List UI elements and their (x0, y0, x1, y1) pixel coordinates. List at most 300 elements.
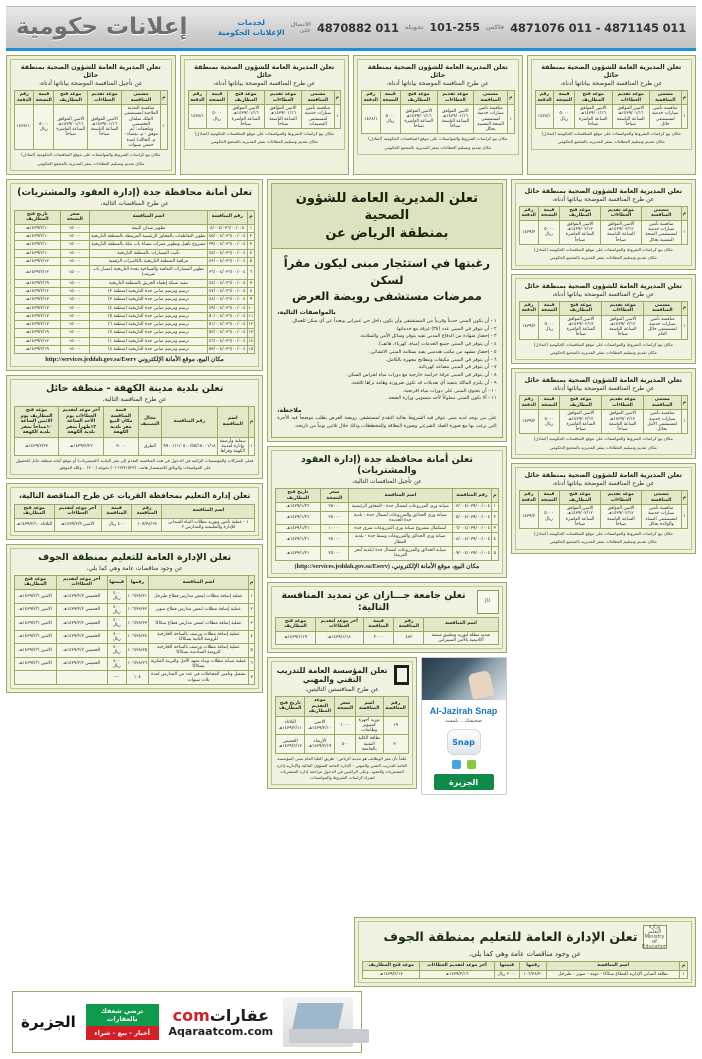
table-row (15, 657, 255, 671)
spec-item: ٤ - أن يتوفر في المبنى جميع الخدمات (مياه، كهرباء، هاتف). (377, 342, 497, 348)
tender-panel-title: تعلن المديرية العامة للشؤون الصحية بمنطقة حائل (367, 63, 508, 79)
aljazirah-snap-ad[interactable] (421, 657, 507, 795)
jeddah-delay-panel (267, 446, 506, 578)
table-cell: ١٠٦/٣٨/٣٣ (126, 617, 148, 631)
spec-item: ٦ - أن يتوفر في المبنى مكيفات ومطابخ مجهزة بالكامل. (385, 357, 497, 363)
table-cell: ترميم وترميم مباني جدة التاريخية (منطقة ٢) (89, 287, 207, 295)
table-header-row (519, 491, 687, 505)
column-header: اسم المنافسة (217, 407, 248, 438)
column-header: موعد تقديم العطاءات (602, 301, 644, 315)
table-cell: ١٤ (248, 338, 254, 344)
table-cell: ١ (681, 410, 687, 434)
table-cell: ١٥٠٠٠ (60, 321, 89, 329)
column-header: رقم الدفعة (188, 91, 207, 105)
table-cell: الاثنين الموافق ١٤٣٩/٠١/١٦هـ الساعة العاشرة صباحاً (401, 105, 438, 134)
table-row (15, 321, 255, 329)
table-cell: منافسة تأمين سيارات خدمية لمستشفى الأمل بحائل (643, 410, 681, 434)
kafah-subtitle: عن طرح المنافسة التالية، (102, 396, 167, 404)
table-cell: الأربعاء ١٤٣٩/٢/١٩هـ (305, 735, 335, 754)
table-cell: ٦ (248, 657, 254, 671)
table-header-row (15, 575, 255, 589)
table-cell: ١٤٣٩/٢/١٧هـ (15, 304, 61, 312)
table-cell: مراقبة المنطقة التاريخية بالكاميرات الرقمية (89, 257, 207, 265)
table-cell: تطوير المسارات الثقافية والسياحية بجدة التاريخية (مسار باب شريف) (89, 266, 207, 280)
column-header: م (492, 489, 498, 503)
internal-value: 101-255 (429, 21, 480, 34)
table-cell: ٤٠٠ ريال (107, 603, 126, 617)
table-cell: ٣ (248, 617, 254, 631)
table-row (276, 631, 498, 645)
column-header: مسمى المنافسة (121, 91, 160, 105)
table-cell: ١٤٣٩/٢/١٢هـ (15, 287, 61, 295)
tender-table (519, 301, 688, 340)
tender-panel (511, 463, 696, 554)
table-cell: ١٩ (383, 716, 408, 735)
qurayyat-title: تعلن إدارة التعليم بمحافظة القريات عن طرح المناقصة التالية، (19, 491, 251, 501)
table-cell: ٤٤/٠٠٤/٠٣٦/٠٠/٠٠٤ (208, 250, 246, 256)
table-cell: ١٤٣٩/٢ (519, 505, 538, 529)
table-cell: ٥٠٠٠ ريال (538, 220, 559, 244)
tender-panel-title: تعلن المديرية العامة للشؤون الصحية بمنطقة حائل (20, 63, 161, 79)
table-cell: ٣ (247, 241, 255, 249)
table-cell: ٥٢/٠٠٤/٠٣٦/٠٠/٠٠٤ (208, 330, 246, 336)
table-cell: الاثنين ١٤٣٩/٢/٦هـ (15, 630, 57, 644)
column-header: م (681, 301, 687, 315)
table-cell: الاثنين الموافق ١٤٣٩/٠١/١٦هـ الساعة التاسعة صباحاً (437, 105, 473, 134)
table-cell: عملية إضافة مظلات ورصف بالساحة الخارجية للروضة الثانية بسكاكا (149, 630, 249, 644)
tender-panel (180, 55, 350, 175)
table-header-row (188, 91, 341, 105)
jouf-right-wrapper (354, 917, 696, 987)
tvtc-table (275, 696, 408, 754)
tvtc-inner (271, 661, 412, 785)
table-cell: تطوير ميدان البيعة (89, 224, 207, 232)
column-header: موعد فتح المظاريف (363, 962, 420, 971)
table-cell: الخميس ١٤٣٩/٢/٢هـ (56, 657, 107, 671)
table-row (15, 233, 255, 241)
table-cell: ١ (681, 505, 687, 529)
tender-panel (511, 179, 696, 270)
table-row (15, 329, 255, 337)
table-cell: الطرق (138, 437, 162, 456)
table-row (15, 437, 255, 456)
tvtc-subtitle: عن طرح المنافستين التاليتين، (305, 686, 379, 694)
column-header: موعد تقديم العطاءات (88, 91, 122, 105)
aqaraat-url[interactable]: Aqaraatcom.com (168, 1025, 274, 1038)
table-cell: ٠٦/٠٠٤/٠٣٩/٠٠/٠٠٤ (453, 526, 491, 532)
aqaraat-bottom-banner[interactable] (12, 991, 362, 1053)
table-cell: استكمال مشروع صيانة وري المزروعات شرق جدة (349, 525, 453, 533)
tender-panel-inner (515, 372, 692, 455)
table-cell: ١٠٠٠ (335, 716, 355, 735)
tender-panel-title: تعلن المديرية العامة للشؤون الصحية بمنطقة حائل (524, 186, 682, 195)
table-cell: تأثيث المسارات بالمنطقة التاريخية (89, 249, 207, 257)
table-cell: ١٤٣٩/٢/١٩هـ (15, 279, 61, 287)
column-header: م (681, 491, 687, 505)
table-cell: ٢٠٠٠ (363, 631, 394, 645)
jeddah-delay-table (275, 488, 498, 560)
aljazirah-banner-logo: الجزيرة (21, 1013, 76, 1031)
table-cell: عملية إضافة مظلات ورصف بالساحة الخارجية للروضة السادسة بسكاكا (149, 644, 249, 658)
table-cell: ١٥٠٠٠ (60, 224, 89, 232)
column-header: موعد فتح المظاريف (54, 91, 88, 105)
jeddah-delay-title: تعلن أمانة محافظة جدة (إدارة العقود والمشتريات) (300, 453, 473, 477)
table-cell: ١٤٣٩/٢/١٢هـ (15, 337, 61, 345)
table-cell: ٧ (247, 279, 255, 287)
store-badges (452, 760, 476, 769)
tender-panel-title: تعلن المديرية العامة للشؤون الصحية بمنطقة حائل (541, 63, 682, 79)
table-cell: الاثنين الموافق ١٤٣٩/٠١/١٦هـ الساعة العاشرة صباحاً (54, 105, 88, 150)
table-cell: ١ (680, 970, 688, 978)
right-column (511, 179, 696, 554)
table-header-row (363, 962, 688, 971)
column-header: مسمى المنافسة (643, 396, 681, 410)
table-row (15, 518, 255, 532)
column-header: سعر النسخة (60, 210, 89, 224)
table-cell: ترميم وترميم مباني جدة التاريخية (منطقة ٦) (89, 321, 207, 329)
table-cell: ترميم وترميم مباني جدة التاريخية (منطقة ١) (89, 337, 207, 345)
table-row (15, 603, 255, 617)
column-header: م (681, 91, 687, 105)
column-header: رقم الدفعة (519, 206, 538, 220)
table-cell: ١٤٣٨/١ (535, 105, 554, 129)
table-cell: ٥٠٠٠ ريال (207, 105, 228, 129)
table-cell: الثلاثاء ١٤٣٩/٢/١٠هـ (15, 518, 55, 532)
column-header: مسمى المنافسة (641, 206, 681, 220)
table-cell: ٥٠٠٠ ريال (554, 105, 575, 129)
riyadh-title-line2: بمنطقة الرياض عن (325, 225, 449, 241)
tender-table (519, 490, 688, 529)
table-cell: صيانة الحدائق والمزروعات لشمال جدة (بلدية أبحر الغربية) (349, 546, 453, 560)
table-header-row (15, 504, 255, 518)
tender-panel-subtitle: عن طرح المنافسة الموضحة بياناتها أدناه، (386, 80, 489, 87)
table-row (363, 970, 688, 978)
jeddah-new-subtitle: عن طرح المنافسات التالية، (100, 199, 169, 207)
table-cell: ٥٠٠٠ ريال (34, 105, 54, 150)
table-cell: تنفيذ شبكة إطفاء الحريق بالمنطقة التاريخية (89, 279, 207, 287)
table-cell: الاثنين ١٤٣٩/٢/١٠هـ (305, 716, 335, 735)
specs-header: بالمواصفات التالية، (277, 308, 336, 316)
tvtc-title-row (275, 665, 408, 685)
column-header: موعد فتح المظاريف (276, 617, 315, 631)
column-header: قيمة النسخة (380, 91, 400, 105)
column-header: رقم المنافسة (383, 697, 408, 717)
table-row (15, 224, 255, 232)
column-header: آخر موعد لتقديم العطاءات (54, 504, 101, 518)
table-cell: ١٣ (248, 330, 254, 336)
table-cell: الخميس ١٤٣٩/٢/١٣هـ (276, 735, 305, 754)
tender-panel-inner (515, 183, 692, 266)
table-row (15, 304, 255, 312)
table-cell: ٢٥٠٠٠ (320, 511, 349, 525)
table-cell: الاثنين ١٤٣٩/٢/٦هـ (15, 657, 57, 671)
table-cell: ١٤٣٩/٢ (519, 315, 539, 339)
tender-panel-title: تعلن المديرية العامة للشؤون الصحية بمنطقة حائل (194, 63, 335, 79)
qurayyat-table (14, 504, 255, 533)
tender-table (519, 395, 688, 434)
table-cell: ١٤٣٩/١/١٩هـ (276, 631, 315, 645)
table-cell: ٦ (247, 266, 255, 280)
table-cell: ٢٠٠٠ ريال (494, 970, 520, 978)
riyadh-health-body (271, 249, 502, 437)
aqaraat-arabic: عقارات (209, 1006, 270, 1025)
column-header: مسمى المنافسة (302, 91, 334, 105)
table-header-row (362, 91, 515, 105)
column-header: رقم المنافسة (132, 504, 162, 518)
table-row (276, 735, 408, 754)
table-cell: ١٤٣٩/٢/١٢هـ (15, 257, 61, 265)
table-cell: ٠٥/٠٠٤/٠٣٩/٠٠/٠٠٤ (452, 511, 492, 525)
table-cell: سفلتة وأرصفة وإنارة لمدينة الكهفة وقراها (217, 437, 248, 456)
jazan-panel (267, 582, 506, 654)
column-header: قيمة النسخة (539, 301, 560, 315)
tender-panel-title: تعلن المديرية العامة للشؤون الصحية بمنطقة حائل (524, 281, 682, 290)
specs-list (277, 318, 496, 403)
table-cell: ٤ (492, 533, 498, 547)
column-header: م (508, 91, 514, 105)
jeddah-delay-subtitle: عن تأجيل المنافسات التالية، (352, 478, 422, 486)
spec-item: ٩ - أن يلتزم المالك بتنفيذ أي تعديلات قد تكون ضرورية وهامة تراها اللجنة. (350, 380, 497, 386)
table-cell: ١٥٠٠٠ (60, 279, 89, 287)
table-cell: الاثنين الموافق ١٤٣٩/٠١/١٦هـ الساعة العاشرة صباحاً (574, 105, 612, 129)
riyadh-health-panel (267, 179, 506, 442)
snap-app-icon[interactable] (447, 729, 481, 755)
jouf-right-title-row (362, 925, 688, 949)
column-header: موعد فتح المظاريف (401, 91, 438, 105)
tender-panel-title: تعلن المديرية العامة للشؤون الصحية بمنطقة حائل (524, 471, 682, 479)
column-header: رقم الدفعة (362, 91, 381, 105)
tender-footer-note-2: مكان تقديم وتسليم العطاءات بمقر المديرية بالمجمع الحكومي (210, 139, 318, 145)
table-cell: منافسة تأمين سيارات خدمية لمستشفى النساء والولادة بحائل (641, 505, 681, 529)
table-row (519, 505, 687, 529)
table-cell: تشغيل وتأمين المجاملات في عدد من المدارس لمدة ثلاث سنوات (149, 671, 249, 685)
table-row (15, 644, 255, 658)
table-cell: ٥ (247, 257, 255, 265)
table-cell: ١٤٣٩/١/١٨هـ (315, 631, 363, 645)
column-header: رقم الدفعة (535, 91, 554, 105)
table-row (15, 617, 255, 631)
column-header: موعد فتح المظاريف (560, 206, 601, 220)
column-header: موعد فتح المظاريف (15, 504, 55, 518)
table-cell: الاثنين الموافق ١٤٣٩/٠١/١٦هـ الساعة التاسعة صباحاً (88, 105, 122, 150)
riyadh-subject-line1: رغبتها في استئجار مبنى ليكون مقراً لسكن (283, 256, 490, 287)
riyadh-title-line1: تعلن المديرية العامة للشؤون الصحية (295, 190, 479, 224)
ministry-of-education-logo-icon: وزارة التعليم Ministry of Education (642, 923, 667, 950)
table-header-row (15, 407, 255, 438)
table-cell: نظافة الكلية التقنية بالجامعة (355, 735, 383, 754)
table-cell: ١٠٦/٣٨/٣٦ (126, 657, 148, 671)
table-cell: ١٠٤ (126, 671, 148, 685)
table-cell: منافسة تأمين سيارات خدمية لمستشفى العضيمات (302, 105, 334, 129)
middle-column (267, 179, 506, 795)
aqaraat-logo-top (173, 1006, 269, 1025)
table-cell: شديد مظلة لتوريد وتطبيق منصة أكاديمية بالأمن السيبراني (424, 631, 498, 645)
column-header: موعد تقديم العطاءات (265, 91, 302, 105)
table-cell: ١ (248, 437, 254, 456)
tender-footer-note-1: مكان بيع كراسات الشروط والمواصفات على موقع المنافسات الحكومية (اتمادل) (533, 246, 673, 252)
table-cell: الاثنين الموافق ١٤٣٩/٠٢/١٢هـ الساعة العاشرة صباحاً (560, 220, 601, 244)
table-cell: الخميس ١٤٣٩/٢/٢هـ (56, 589, 107, 603)
tender-panel-title: تعلن المديرية العامة للشؤون الصحية بمنطقة حائل (524, 376, 682, 385)
table-cell: الاثنين ١٤٣٩/٢/٩هـ (54, 518, 101, 532)
note-text: على من يوجد لديه مبنى تتوفر فيه الشروط بعالية التقدم لمستشفى رويضة العرض بطلب موضحاً فيه الأجرة التي يرغب بها مع صورة الصك الشرعي وصورة البطاقة والمخططات وذلك خلال ثلاثين يوماً من تاريخه. (277, 416, 497, 429)
tender-footer-note-2: مكان تقديم وتسليم العطاءات بمقر المديرية بالمجمع الحكومي (37, 160, 145, 166)
table-cell: ١٠٦/٣٨/٣٤ (126, 630, 148, 644)
snap-icon-label: Snap (452, 737, 475, 747)
table-cell: عملية إضافة مظلات لبعض مدارس قطاع صوير (149, 603, 249, 617)
table-cell: ١٥٠٠٠ (60, 241, 89, 249)
column-header: م (680, 962, 688, 971)
table-cell: ١٥٠٠٠ (60, 312, 89, 320)
table-cell: ١٤٣٩/٢/١٧هـ (15, 312, 61, 320)
jazan-university-logo-icon: JU (477, 590, 499, 614)
column-header: قيمتها (494, 962, 520, 971)
table-cell: ١ (248, 589, 254, 603)
jeddah-delay-url[interactable]: مكان البيع، موقع الأمانة الإلكتروني، (http://services.jeddah.gov.sa/Eserv) (294, 562, 480, 570)
table-header-row (519, 301, 687, 315)
table-cell: ترميم وترميم مباني جدة التاريخية (منطقة ٧) (89, 329, 207, 337)
table-cell: ٤٩/٠٠٤/٠٣٦/٠٠/٠٠٤ (208, 305, 246, 311)
column-header: قيمة المنافسة (101, 504, 132, 518)
kafah-inner (10, 379, 259, 475)
column-header: م (248, 575, 254, 589)
jazan-title: تعلن جامعة جـــازان عن تمديد المنافسة التالية: (281, 589, 466, 613)
table-cell: عملية إضافة مظلات لبعض مدارس قطاع طبرجل (149, 589, 249, 603)
column-header: م (248, 407, 254, 438)
table-cell: ٤٣/٠٠٤/٠٣٦/٠٠/٠٠٤ (208, 258, 246, 264)
table-cell: عملية صيانة مظلات وبناء معهد الأمل والتربية الفكرية بسكاكا (149, 657, 249, 671)
call-label-2: على (299, 27, 311, 34)
column-header: موعد فتح المظاريف (15, 575, 57, 589)
column-header: موعد تقديم العطاءات (612, 91, 650, 105)
riyadh-health-header (271, 183, 502, 250)
tender-panel-inner (10, 59, 172, 171)
table-cell: ٣٩/٠٠٤/٠٣٦/٠٠/٠٠٤ (208, 242, 246, 248)
column-header: موعد فتح المظاريف (574, 91, 612, 105)
table-cell: ١٤٣٩/١/٢١هـ (276, 546, 320, 560)
column-header: رقم المنافسة (162, 407, 217, 438)
table-row (15, 671, 255, 685)
table-cell: ١٤٣٩/٢/١٠هـ (15, 241, 61, 249)
table-cell: منافسة تأمين سيارات خدمية لمستشفى حائل (650, 105, 682, 129)
table-cell: ١٠٧/٣٨/١٩ (132, 518, 162, 532)
qurayyat-panel (6, 483, 263, 540)
tender-panel-inner (515, 467, 692, 550)
table-cell: ١٤٣٩/١/٢١هـ (276, 525, 320, 533)
table-cell: ٤٥/٠٠٤/٠٣٦/٠٠/٠٠٤ (208, 234, 246, 239)
table-header-row (519, 206, 687, 220)
jouf-left-inner (10, 548, 259, 689)
column-header: مسمى المنافسة (650, 91, 682, 105)
table-cell: ٥ (492, 546, 498, 560)
table-cell: الخميس ١٤٣٩/٢/٢هـ (56, 617, 107, 631)
tender-panel (353, 55, 523, 175)
table-cell: ٤ (247, 249, 255, 257)
tender-table (14, 90, 168, 150)
tender-panel-subtitle: عن طرح المنافسة الموضحة بياناتها أدناه، (552, 195, 655, 203)
column-header: قيمة المنافسة مكان البيع مقر بلدية الكهفة (104, 407, 138, 438)
table-row (362, 105, 515, 134)
tagline-red: أخبار - بيع - شراء (86, 1026, 159, 1040)
table-row (15, 337, 255, 345)
column-header: رقمها (520, 962, 547, 971)
table-row (15, 312, 255, 320)
qurayyat-inner (10, 487, 259, 536)
table-cell: ٤٠٠ ريال (107, 589, 126, 603)
table-cell: ٥ (248, 644, 254, 658)
table-cell: ١٥٠٠٠ (60, 345, 89, 353)
column-header: رقم الدفعة (519, 396, 538, 410)
table-row (276, 716, 408, 735)
table-cell: ٥١/٠٠٤/٠٣٦/٠٠/٠٠٤ (208, 322, 246, 328)
table-cell: ١٥٠٠٠ (60, 304, 89, 312)
table-cell: --- (107, 671, 126, 685)
tender-panel (527, 55, 697, 175)
table-cell: ١٤٣٨/١ (362, 105, 381, 134)
jeddah-new-inner (10, 183, 259, 367)
table-cell: ٢٥٠٠٠ (320, 503, 349, 511)
column-header: رقم الدفعة (519, 491, 538, 505)
column-header: م (161, 91, 167, 105)
table-cell: ٥٠٠٠ ريال (539, 315, 560, 339)
table-cell: ٠٩/٠٠٤/٠٣٩/٠٠/٠٠٤ (452, 546, 492, 560)
aqaraat-com: com (172, 1006, 210, 1025)
column-header: سعر النسخة (335, 697, 355, 717)
jeddah-new-url[interactable]: مكان البيع، موقع الأمانة الإلكتروني http://services.jeddah.gov.sa/Eserv (45, 356, 224, 364)
table-row (276, 525, 498, 533)
tender-footer-note-2: مكان تقديم وتسليم العطاءات بمقر المديرية بالمجمع الحكومي (549, 349, 657, 355)
phone-main: 011 4870882 (316, 20, 399, 35)
table-cell: ١٤٣٩/٢/٢٢هـ (59, 437, 104, 456)
table-cell: ٤٠٠ ريال (107, 657, 126, 671)
column-header: قيمة النسخة (538, 206, 559, 220)
tvtc-title: تعلن المؤسسة العامة للتدريب التقني والمهني (276, 665, 388, 685)
column-header: موعد تقديم العطاءات (602, 396, 644, 410)
column-header: رقم الدفعة (519, 301, 539, 315)
jeddah-delay-inner (271, 450, 502, 574)
column-header: م (247, 210, 255, 224)
table-cell: ١٤٣٩/١/٢١هـ (276, 533, 320, 547)
table-cell: ٢ (247, 233, 255, 241)
table-cell: ٩ (247, 296, 255, 304)
tender-panel-inner (184, 59, 346, 150)
aljazirah-logo: الجزيرة (434, 774, 494, 790)
table-cell: الثلاثاء ١٤٣٩/٢/١١هـ (276, 716, 305, 735)
table-cell: ١٤٣٩/٢/١٠هـ (15, 233, 61, 241)
apple-store-icon[interactable] (452, 760, 461, 769)
tender-panel-subtitle: عن تأجيل المنافسة الموضحة بياناتها أدناه، (38, 80, 143, 87)
table-row (15, 241, 255, 249)
table-cell: ٥٠٠٠ ريال (538, 505, 559, 529)
table-cell: الاثنين الموافق ١٤٣٩/٠٢/١٢هـ الساعة العاشرة صباحاً (560, 315, 602, 339)
table-cell: ١ (161, 105, 167, 150)
table-cell: ١٥٠٠٠ (60, 329, 89, 337)
tender-table (535, 90, 689, 129)
table-row (15, 296, 255, 304)
table-row (276, 503, 498, 511)
table-row (15, 105, 168, 150)
android-store-icon[interactable] (467, 760, 476, 769)
jouf-right-table (362, 961, 688, 979)
tender-panel-inner (515, 278, 692, 361)
column-header: م (681, 396, 687, 410)
table-cell: ٢٥٠٠٠ (320, 546, 349, 560)
tender-table (519, 206, 688, 245)
call-label-group (291, 22, 311, 34)
spec-item: ٧ - أن يتوفر في المبنى مصاعد كهربائية. (417, 365, 497, 371)
table-row (276, 546, 498, 560)
page-title: إعلانات حكومية (16, 14, 188, 40)
